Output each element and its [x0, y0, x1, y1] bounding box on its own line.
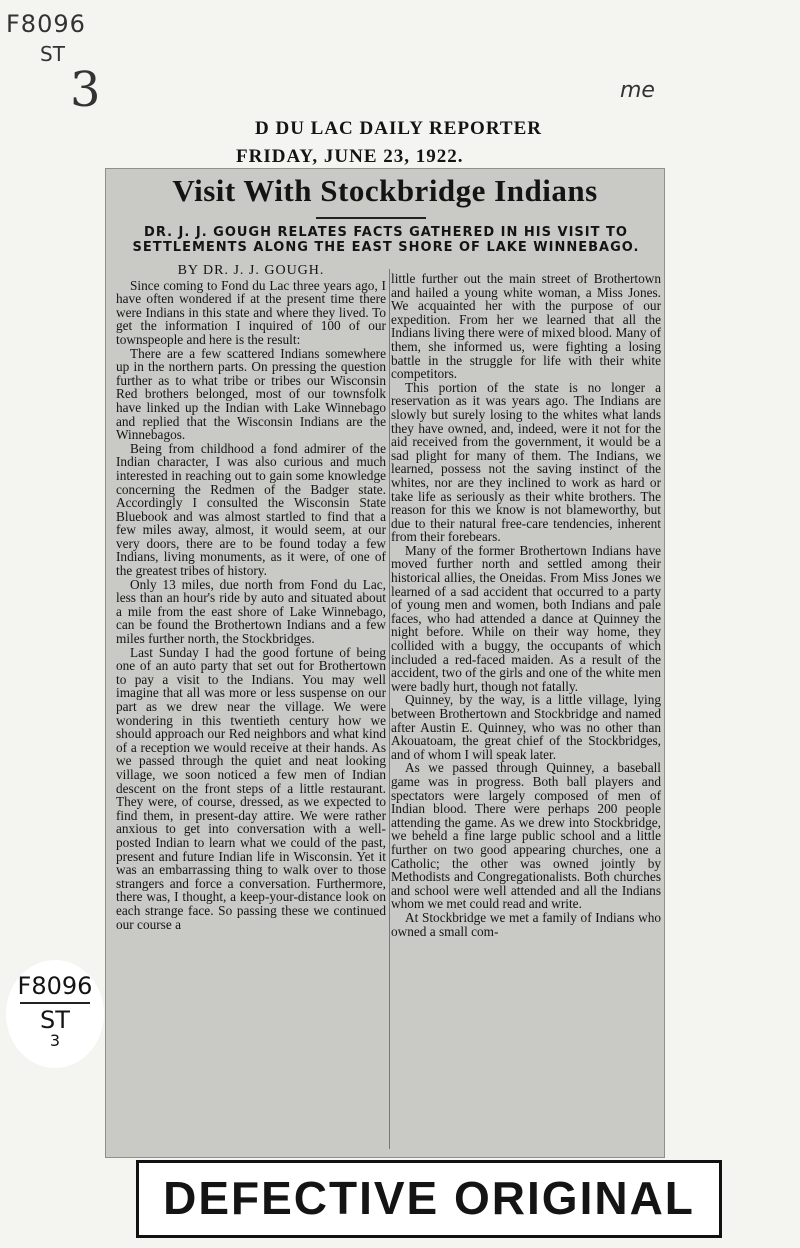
article-paragraph: Last Sunday I had the good fortune of being one of an auto party that set out for Brothertown to pay a visit to the Indians. You may well imagine that all was more or less suspense on our part as we drew near the village. We were wondering in this twentieth century how we should approach our Red neighbors and what kind of a reception we would receive at their hands. As we passed through the quiet and neat looking village, we soon noticed a few men of Indian descent on the front steps of a little restaurant. They were, of course, dressed, as we expected to find them, in present-day attire. We were rather anxious to get into conversation with a well-posted Indian to learn what we could of the past, present and future Indian life in Wisconsin. Yet it was an embarrassing thing to walk over to those strangers and force a conversation. Furthermore, there was, I thought, a keep-your-distance look on each strange face. So passing these we continued our course a — [116, 644, 386, 932]
stamp-underline — [20, 1002, 90, 1004]
article-paragraph: There are a few scattered Indians somewhere up in the northern parts. On pressing the question further as to what tribe or tribes our Wisconsin Red brothers belonged, most of our townsfolk have linked up the Indian with Lake Winnebago and replied that the Wisconsin Indians are the Winnebagos. — [116, 345, 386, 443]
stamp-item: 3 — [49, 1031, 61, 1050]
article-byline: BY DR. J. J. GOUGH. — [177, 263, 325, 278]
article-paragraph: Since coming to Fond du Lac three years ago, I have often wondered if at the present time there were Indians in this state and where they lived. To get the information I inquired of 100 of our townspeople and here is the result: — [116, 277, 386, 347]
defective-original-banner: DEFECTIVE ORIGINAL — [136, 1160, 722, 1238]
article-paragraph: Only 13 miles, due north from Fond du Lac, less than an hour's ride by auto and situated about a mile from the east shore of Lake Winnebago, can be found the Brothertown Indians and a few miles further north, the Stockbridges. — [116, 576, 386, 647]
stamp-series: ST — [40, 1006, 70, 1034]
archive-item-note: 3 — [70, 62, 101, 118]
archive-stamp — [10, 972, 100, 1048]
newspaper-masthead: D DU LAC DAILY REPORTER — [255, 118, 542, 139]
article-paragraph: Many of the former Brothertown Indians have moved further north and settled among their historical allies, the Oneidas. From Miss Jones we learned of a sad accident that occurred to a party of young men and women, both Indians and pale faces, who had attended a dance at Quinney the night before. While on their way home, they collided with a buggy, the occupants of which included a red-faced maiden. As a result of the accident, two of the girls and one of the white men were badly hurt, though not fatally. — [391, 542, 661, 694]
article-paragraph: This portion of the state is no longer a reservation as it was years ago. The Indians are slowly but surely losing to the whites what lands they have owned, and, indeed, were it not for the aid received from the government, it would be a sad plight for many of them. The Indians, we learned, possess not the saving instinct of the whites, nor are they inclined to work as hard or take life as seriously as their white brothers. The reason for this we know is not blameworthy, but due to their natural free-care tendencies, inherent from their forebears. — [391, 379, 661, 545]
article-paragraph: At Stockbridge we met a family of Indians who owned a small com- — [391, 909, 661, 939]
stamp-number: F8096 — [17, 972, 93, 1000]
article-paragraph: little further out the main street of Brothertown and hailed a young white woman, a Miss Jones. We acquainted her with the purpose of our expedition. From her we learned that all the Indians living there were of mixed blood. Many of them, she informed us, were fighting a losing battle in the struggle for life with their white competitors. — [391, 271, 661, 382]
handwritten-scribble: me — [620, 78, 655, 103]
archive-number-note: F8096 — [6, 10, 86, 38]
article-column-left — [116, 264, 386, 931]
article-paragraph: Quinney, by the way, is a little village, lying between Brothertown and Stockbridge and named after Austin E. Quinney, who was no other than Akouatoam, the great chief of the Stockbridges, and of whom I will speak later. — [391, 692, 661, 762]
newspaper-clipping — [105, 168, 665, 1158]
article-headline: Visit With Stockbridge Indians — [172, 173, 598, 208]
article-paragraph: Being from childhood a fond admirer of the Indian character, I was also curious and much interested in reaching out to gain some knowledge concerning the Redmen of the Badger state. Accordingly I consulted the Wisconsin State Bluebook and was almost startled to find that a few miles away, almost, it would seem, at our very doors, there are to be found today a few Indians, living monuments, as it were, of one of the greatest tribes of history. — [116, 440, 386, 579]
newspaper-dateline: FRIDAY, JUNE 23, 1922. — [236, 146, 464, 167]
headline-rule — [316, 217, 426, 219]
column-divider — [389, 269, 390, 1149]
article-paragraph: As we passed through Quinney, a baseball game was in progress. Both ball players and spectators were largely composed of men of Indian blood. There were perhaps 200 people attending the game. As we drew into Stockbridge, we beheld a fine large public school and a little further on two good appearing churches, one a Catholic; the other was owned jointly by Methodists and Congregationalists. Both churches and school were well attended and all the Indians whom we met could read and write. — [391, 760, 661, 912]
article-column-right — [391, 272, 661, 938]
article-subhead: DR. J. J. GOUGH RELATES FACTS GATHERED IN HIS VISIT TO SETTLEMENTS ALONG THE EAST SHORE OF LAKE WINNEBAGO. — [132, 225, 640, 255]
archive-series-note: ST — [40, 42, 65, 66]
